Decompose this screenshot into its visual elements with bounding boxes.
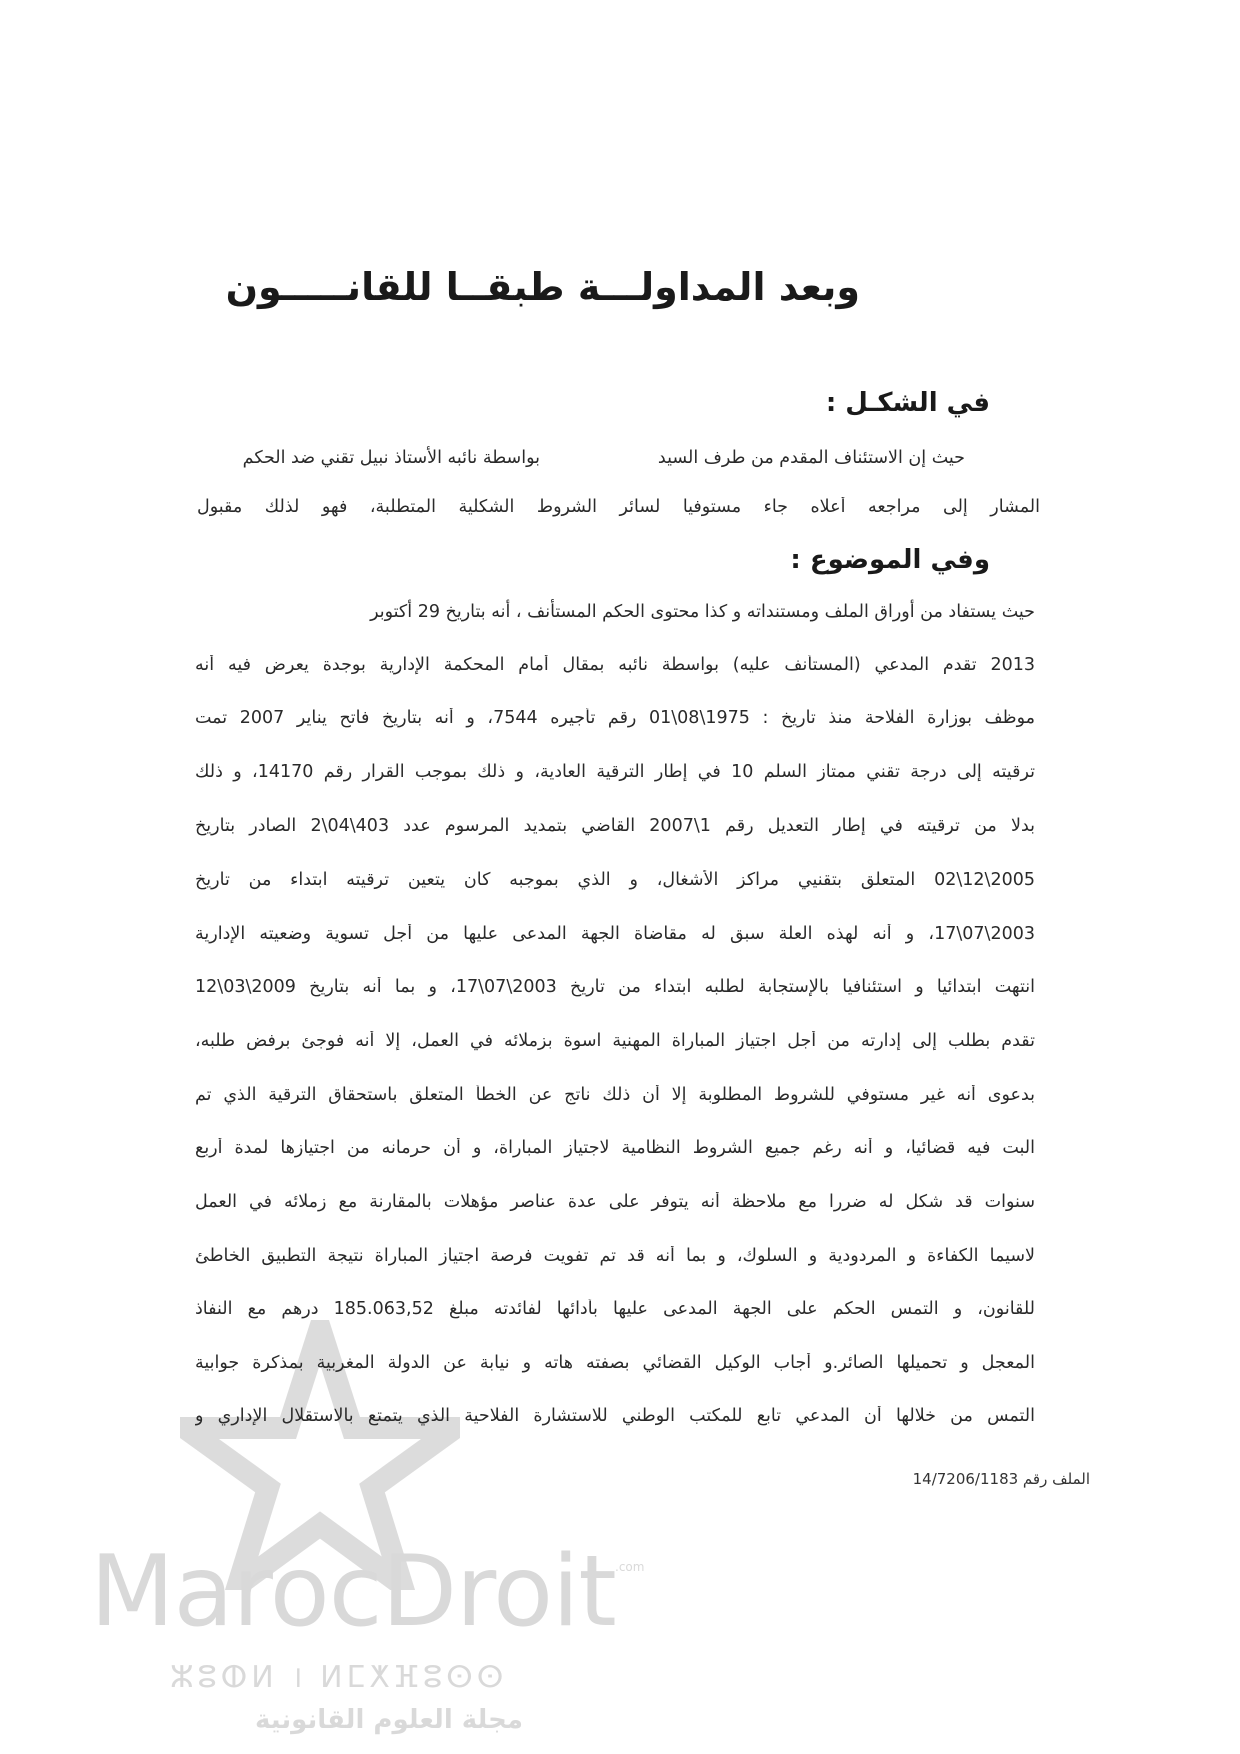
- merits-line: بدلا من ترقيته في إطار التعديل رقم 1\2007 القاضي بتمديد المرسوم عدد 403\04\2 الصادر بتاريخ: [195, 816, 1035, 836]
- file-reference: الملف رقم 14/7206/1183: [912, 1470, 1090, 1488]
- merits-line: البت فيه قضائيا، و أنه رغم جميع الشروط النظامية لاجتياز المباراة، و أن حرمانه من اجتيازها لمدة أربع: [195, 1138, 1035, 1158]
- deliberation-title: وبعد المداولـــة طبقــا للقانـــــون: [225, 265, 860, 309]
- merits-line: تقدم بطلب إلى إدارته من أجل اجتياز المباراة المهنية اسوة بزملائه في العمل، إلا أنه فوجئ برفض طلبه،: [195, 1031, 1035, 1051]
- merits-line: 2013 تقدم المدعي (المستأنف عليه) بواسطة نائبه بمقال أمام المحكمة الإدارية بوجدة يعرض فيه أنه: [195, 655, 1035, 675]
- form-heading: في الشكـل :: [825, 388, 990, 418]
- watermark-arabic-tagline: مجلة العلوم القانونية: [255, 1705, 523, 1735]
- merits-line: لاسيما الكفاءة و المردودية و السلوك، و بما أنه قد تم تفويت فرصة اجتياز المباراة نتيجة التطبيق الخاطئ: [195, 1246, 1035, 1266]
- marocdroit-watermark: [60, 1320, 680, 1740]
- form-line-2: المشار إلى مراجعه أعلاه جاء مستوفيا لسائر الشروط الشكلية المتطلبة، فهو لذلك مقبول: [197, 497, 1040, 517]
- merits-line: موظف بوزارة الفلاحة منذ تاريخ : 1975\08\01 رقم تأجيره 7544، و أنه بتاريخ فاتح يناير 2007 تمت: [195, 708, 1035, 728]
- merits-line: للقانون، و التمس الحكم على الجهة المدعى عليها بأدائها لفائدته مبلغ 185.063,52 درهم مع النفاذ: [195, 1299, 1035, 1319]
- merits-line: حيث يستفاد من أوراق الملف ومستنداته و كذا محتوى الحكم المستأنف ، أنه بتاريخ 29 أكتوبر: [370, 602, 1035, 622]
- merits-line: سنوات قد شكل له ضررا مع ملاحظة أنه يتوفر على عدة عناصر مؤهلات بالمقارنة مع زملائه في العمل: [195, 1192, 1035, 1212]
- watermark-tifinagh: ⵣⵓⵀⵍ । ⵍⵎⵅⴼⵓⵙⵙ: [170, 1660, 508, 1695]
- merits-line: بدعوى أنه غير مستوفي للشروط المطلوبة إلا أن ذلك ناتج عن الخطأ المتعلق باستحقاق الترقية الذي تم: [195, 1085, 1035, 1105]
- form-line-1b: بواسطة نائبه الأستاذ نبيل تقني ضد الحكم: [242, 448, 540, 468]
- watermark-brand: MarocDroit: [90, 1535, 616, 1649]
- merits-line: التمس من خلالها أن المدعي تابع للمكتب الوطني للاستشارة الفلاحية الذي يتمتع بالاستقلال الإداري و: [195, 1406, 1035, 1426]
- form-line-1a: حيث إن الاستئناف المقدم من طرف السيد: [657, 448, 965, 468]
- merits-line: 2005\12\02 المتعلق بتقنيي مراكز الأشغال، و الذي بموجبه كان يتعين ترقيته ابتداء من تاريخ: [195, 870, 1035, 890]
- merits-heading: وفي الموضوع :: [790, 545, 990, 575]
- merits-line: انتهت ابتدائيا و استئنافيا بالإستجابة لطلبه ابتداء من تاريخ 2003\07\17، و بما أنه بتاريخ 2009\03\12: [195, 977, 1035, 997]
- merits-line: 2003\07\17، و أنه لهذه العلة سبق له مقاضاة الجهة المدعى عليها من أجل تسوية وضعيته الإدارية: [195, 924, 1035, 944]
- merits-line: المعجل و تحميلها الصائر.و أجاب الوكيل القضائي بصفته هاته و نيابة عن الدولة المغربية بمذكرة جوابية: [195, 1353, 1035, 1373]
- watermark-domain-suffix: .com: [615, 1560, 645, 1574]
- merits-line: ترقيته إلى درجة تقني ممتاز السلم 10 في إطار الترقية العادية، و ذلك بموجب القرار رقم 14170، و ذلك: [195, 762, 1035, 782]
